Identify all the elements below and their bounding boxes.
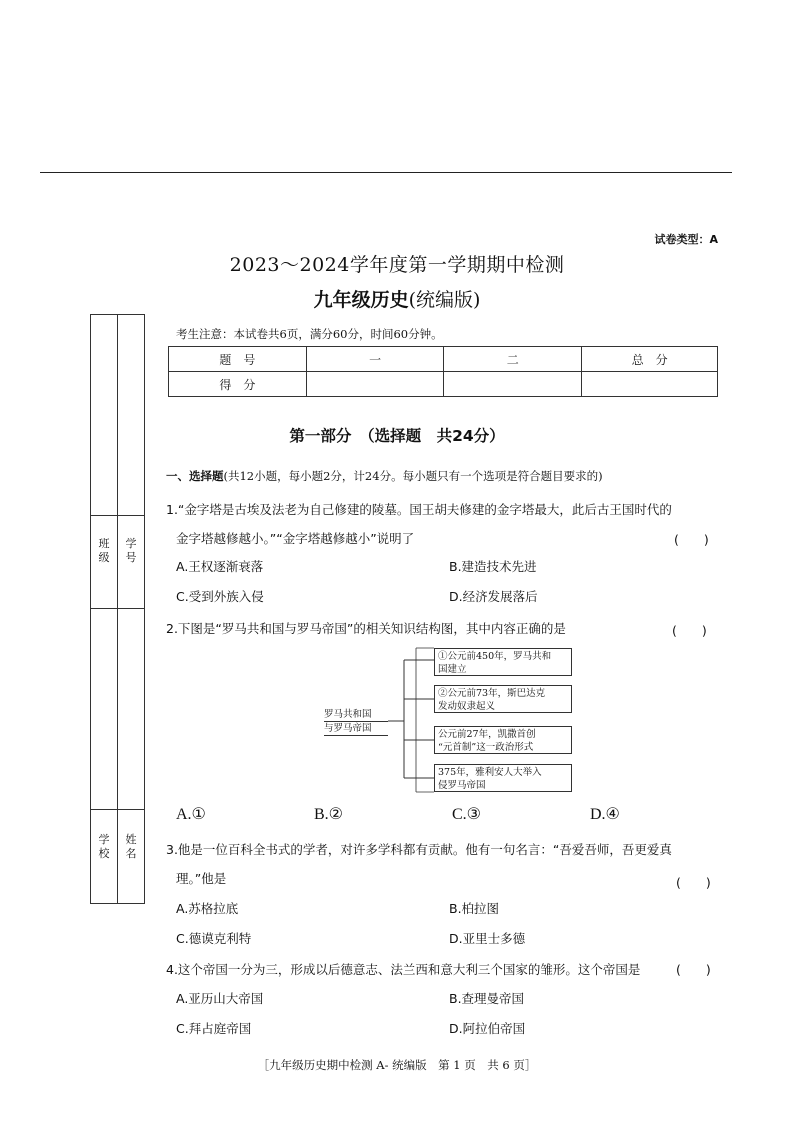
exam-subtitle bbox=[0, 285, 794, 312]
q3-option-b[interactable]: B.柏拉图 bbox=[449, 901, 500, 916]
box-1-line1: ①公元前450年，罗马共和 bbox=[438, 651, 552, 662]
q4-line1: 4.这个帝国一分为三，形成以后德意志、法兰西和意大利三个国家的雏形。这个帝国是 bbox=[166, 962, 641, 977]
diagram-root-line1: 罗马共和国 bbox=[324, 708, 388, 722]
section-label: 一、选择题 bbox=[166, 469, 224, 483]
q1-line1: 1.“金字塔是古埃及法老为自己修建的陵墓。国王胡夫修建的金字塔最大，此后古王国时代的 bbox=[166, 502, 672, 517]
q3-line2: 理。”他是 bbox=[176, 871, 227, 886]
header-rule bbox=[40, 172, 732, 173]
diagram-root-line2: 与罗马帝国 bbox=[324, 722, 388, 736]
q4-answer-blank[interactable]: ( ) bbox=[676, 962, 711, 977]
q4-option-a[interactable]: A.亚历山大帝国 bbox=[176, 991, 264, 1006]
box-1-line2: 国建立 bbox=[438, 664, 467, 675]
q4-option-c[interactable]: C.拜占庭帝国 bbox=[176, 1021, 252, 1036]
q1-option-d[interactable]: D.经济发展落后 bbox=[449, 589, 538, 604]
exam-notice: 考生注意：本试卷共6页，满分60分，时间60分钟。 bbox=[176, 327, 443, 341]
section-desc: (共12小题，每小题2分，计24分。每小题只有一个选项是符合题目要求的) bbox=[223, 469, 603, 483]
q2-option-b[interactable]: B.② bbox=[314, 806, 344, 823]
q1-line2: 金字塔越修越小。”“金字塔越修越小”说明了 bbox=[176, 531, 415, 546]
q2-option-d[interactable]: D.④ bbox=[590, 806, 620, 823]
exam-type-label: 试卷类型：A bbox=[654, 233, 718, 246]
box-2-line1: ②公元前73年，斯巴达克 bbox=[438, 688, 546, 699]
subtitle-edition: (统编版) bbox=[408, 289, 481, 311]
q3-option-a[interactable]: A.苏格拉底 bbox=[176, 901, 239, 916]
score-header-part1: 一 bbox=[306, 347, 444, 372]
box-4-line2: 侵罗马帝国 bbox=[438, 780, 486, 791]
q1-answer-blank[interactable]: ( ) bbox=[674, 532, 709, 547]
q2-option-a[interactable]: A.① bbox=[176, 806, 206, 823]
score-cell-part2[interactable] bbox=[444, 372, 582, 397]
diagram-box-2 bbox=[434, 685, 572, 713]
name-label: 姓 名 bbox=[125, 833, 148, 860]
binding-strip bbox=[90, 314, 148, 904]
q3-line1: 3.他是一位百科全书式的学者，对许多学科都有贡献。他有一句名言：“吾爱吾师，吾更爱真 bbox=[166, 842, 672, 857]
exam-title: 2023～2024学年度第一学期期中检测 bbox=[229, 254, 565, 276]
knowledge-structure-diagram bbox=[324, 646, 580, 796]
class-label: 班 级 bbox=[98, 537, 121, 564]
box-4-line1: 375年，雅利安人大举入 bbox=[438, 767, 542, 778]
diagram-box-3 bbox=[434, 726, 572, 754]
q2-option-c[interactable]: C.③ bbox=[452, 806, 482, 823]
score-cell-part1[interactable] bbox=[306, 372, 444, 397]
box-3-line1: 公元前27年，凯撒首创 bbox=[438, 729, 536, 740]
section-heading bbox=[166, 468, 603, 484]
box-3-line2: “元首制”这一政治形式 bbox=[438, 742, 534, 753]
school-label: 学 校 bbox=[98, 833, 121, 860]
q3-option-c[interactable]: C.德谟克利特 bbox=[176, 931, 252, 946]
q1-option-a[interactable]: A.王权逐渐衰落 bbox=[176, 559, 264, 574]
q4-option-d[interactable]: D.阿拉伯帝国 bbox=[449, 1021, 526, 1036]
subtitle-subject: 九年级历史 bbox=[313, 289, 409, 311]
q2-answer-blank[interactable]: ( ) bbox=[672, 623, 707, 638]
q1-option-b[interactable]: B.建造技术先进 bbox=[449, 559, 537, 574]
student-no-label: 学 号 bbox=[125, 537, 148, 564]
score-header-label: 题 号 bbox=[169, 347, 307, 372]
score-cell-total[interactable] bbox=[582, 372, 718, 397]
diagram-box-4 bbox=[434, 764, 572, 792]
score-row-label: 得 分 bbox=[169, 372, 307, 397]
q2-line1: 2.下图是“罗马共和国与罗马帝国”的相关知识结构图，其中内容正确的是 bbox=[166, 621, 566, 636]
score-header-part2: 二 bbox=[444, 347, 582, 372]
q1-option-c[interactable]: C.受到外族入侵 bbox=[176, 589, 264, 604]
q3-answer-blank[interactable]: ( ) bbox=[676, 875, 711, 890]
score-header-total: 总 分 bbox=[582, 347, 718, 372]
score-table bbox=[168, 346, 718, 397]
q4-option-b[interactable]: B.查理曼帝国 bbox=[449, 991, 525, 1006]
part-title: 第一部分 （选择题 共24分） bbox=[289, 427, 505, 445]
box-2-line2: 发动奴隶起义 bbox=[438, 701, 496, 712]
diagram-root bbox=[324, 708, 388, 736]
page-footer: ［九年级历史期中检测 A- 统编版 第 1 页 共 6 页］ bbox=[257, 1058, 537, 1072]
diagram-box-1 bbox=[434, 648, 572, 676]
q3-option-d[interactable]: D.亚里士多德 bbox=[449, 931, 526, 946]
